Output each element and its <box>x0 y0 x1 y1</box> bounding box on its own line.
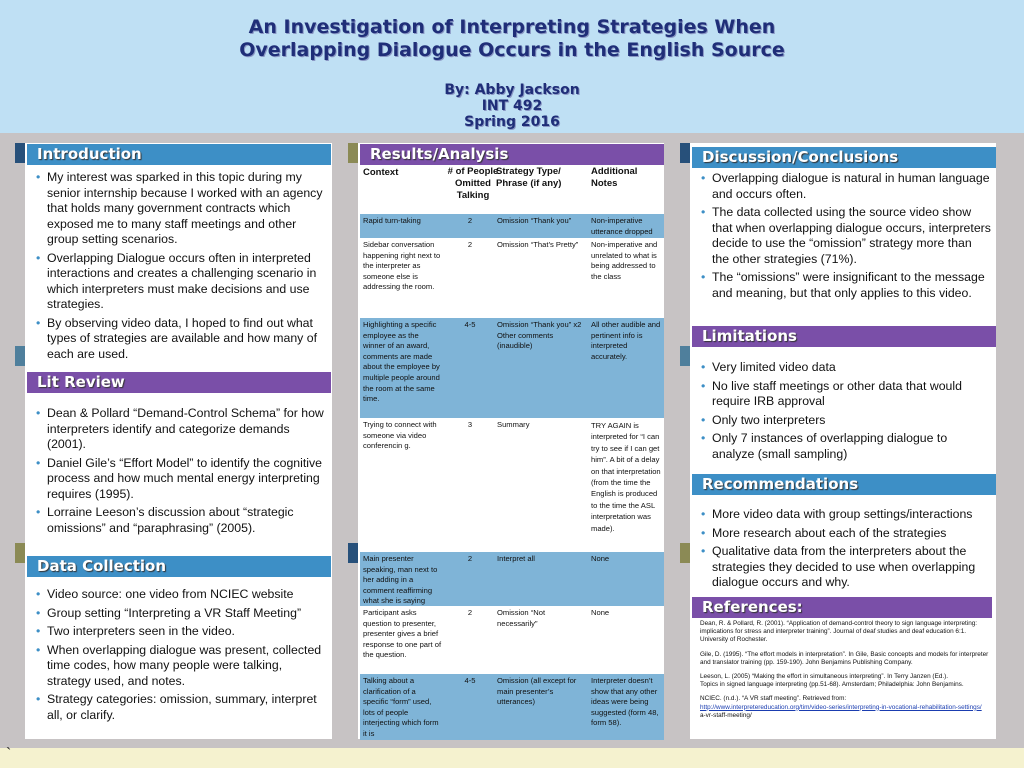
lit-review-header: Lit Review <box>27 372 331 393</box>
list-item: • Overlapping dialogue is natural in human language and occurs often. <box>700 171 992 202</box>
course-code: INT 492 <box>481 98 543 114</box>
decor-square <box>15 346 25 366</box>
table-row: Main presenter speaking, man next to her adding in a comment reaffirming what she is saying 2 Interpret all None <box>360 552 664 606</box>
table-row: Participant asks question to presenter, presenter gives a brief response to one part of the question. 2 Omission “Not necessarily” None <box>360 606 664 674</box>
list-item: • My interest was sparked in this topic during my senior internship because I worked with an agency that holds many government contracts which exposed me to many staff meetings and other group setting scenarios. <box>35 170 325 248</box>
decor-square <box>348 543 358 563</box>
decor-square <box>680 543 690 563</box>
list-item: • Dean & Pollard “Demand-Control Schema” for how interpreters identify and categorize demands (2001). <box>35 406 327 453</box>
table-row: Highlighting a specific employee as the winner of an award, comments are made about the employee by multiple people around the room at the same time. 4-5 Omission “Thank you” x2 Other comments (inaudible) All other audible and pertinent info is interpreted accurately. <box>360 318 664 418</box>
col-header-context: Context <box>363 167 399 178</box>
reference-dean: Dean, R. & Pollard, R. (2001). “Application of demand-control theory to sign language interpreting: implications for stress and interpreter training”. Journal of deaf studies and deaf education 6:1. University of Rochester. <box>700 620 978 644</box>
list-item: • Daniel Gile’s “Effort Model” to identify the cognitive process and how much mental energy interpreting requires (1995). <box>35 456 327 503</box>
references-header: References: <box>692 597 992 618</box>
decor-square <box>15 143 25 163</box>
list-item: • The data collected using the source video show that when overlapping dialogue occurs, interpreters decide to use the “omission” strategy more than the other strategies (71%). <box>700 205 992 267</box>
list-item: • Only 7 instances of overlapping dialogue to analyze (small sampling) <box>700 431 992 462</box>
references-list <box>700 620 992 726</box>
list-item: • Very limited video data <box>700 360 992 376</box>
list-item: • Group setting “Interpreting a VR Staff Meeting” <box>35 606 327 622</box>
list-item: • Video source: one video from NCIEC website <box>35 587 327 603</box>
discussion-header: Discussion/Conclusions <box>692 147 996 168</box>
author-name: By: Abby Jackson <box>444 82 580 98</box>
poster-header <box>0 0 1024 133</box>
list-item: • Only two interpreters <box>700 413 992 429</box>
limitations-header: Limitations <box>692 326 996 347</box>
decor-square <box>680 143 690 163</box>
discussion-list <box>700 171 992 304</box>
table-row: Trying to connect with someone via video conferencin g. 3 Summary TRY AGAIN is interpreted for “I can try to see if I can get him”. A bit of a delay on that interpretation (from the time the English is produced to the time the ASL interpretation was made). <box>360 418 664 552</box>
recommendations-list <box>700 507 992 594</box>
results-header: Results/Analysis <box>360 144 664 165</box>
lit-review-list <box>35 406 327 539</box>
author-block <box>0 82 1024 130</box>
footer-bar <box>0 748 1024 768</box>
introduction-list <box>35 170 325 365</box>
list-item: • Qualitative data from the interpreters about the strategies they decided to use when overlapping dialogue occurs and why. <box>700 544 992 591</box>
decor-square <box>348 143 358 163</box>
reference-leeson: Leeson, L. (2005) “Making the effort in simultaneous interpreting”. In Terry Janzen (Ed.). Topics in signed language interpreting (pp.51-68). Amsterdam; Philadelphia: John Benjamins. <box>700 673 964 689</box>
introduction-header: Introduction <box>27 144 331 165</box>
data-collection-header: Data Collection <box>27 556 331 577</box>
list-item: • By observing video data, I hoped to find out what types of strategies are available and how many of each are used. <box>35 316 325 363</box>
poster-title: An Investigation of Interpreting Strategies When Overlapping Dialogue Occurs in the English Source <box>239 16 785 61</box>
term: Spring 2016 <box>464 114 560 130</box>
decor-square <box>680 346 690 366</box>
reference-nciec: NCIEC. (n.d.). “A VR staff meeting”. Retrieved from: http://www.interpretereducation.org/tim/video-series/interpreting-in-vocational-rehabilitation-settings/ a-vr-staff-meeting/ <box>700 695 982 719</box>
table-row: Talking about a clarification of a specific “form” used, lots of people interjecting which form it is 4-5 Omission (all except for main presenter’s utterances) Interpreter doesn’t show that any other ideas were being suggested (form 48, form 58). <box>360 674 664 740</box>
list-item: • The “omissions” were insignificant to the message and meaning, but that only applies to this video. <box>700 270 992 301</box>
recommendations-header: Recommendations <box>692 474 996 495</box>
col-header-strategy: Strategy Type/ Phrase (if any) <box>496 166 562 189</box>
col-header-people: # of People Omitted Talking <box>447 166 499 201</box>
table-row: Rapid turn-taking 2 Omission “Thank you” Non-imperative utterance dropped <box>360 214 664 238</box>
reference-gile: Gile, D. (1995). “The effort models in interpretation”. In Gile, Basic concepts and models for interpreter and translator training (pp. 159-190). John Benjamins Publishing Company. <box>700 650 989 666</box>
list-item: • More research about each of the strategies <box>700 526 992 542</box>
list-item: • Lorraine Leeson’s discussion about “strategic omissions” and “paraphrasing” (2005). <box>35 505 327 536</box>
footer-mark: ` <box>6 746 12 763</box>
list-item: • When overlapping dialogue was present, collected time codes, how many people were talking, strategy used, and notes. <box>35 643 327 690</box>
list-item: • More video data with group settings/interactions <box>700 507 992 523</box>
data-collection-list <box>35 587 327 726</box>
decor-square <box>15 543 25 563</box>
table-row: Sidebar conversation happening right next to the interpreter as someone else is addressing the room. 2 Omission “That’s Pretty” Non-imperative and unrelated to what is being addressed to the class <box>360 238 664 318</box>
list-item: • Two interpreters seen in the video. <box>35 624 327 640</box>
reference-link[interactable]: http://www.interpretereducation.org/tim/video-series/interpreting-in-vocational-rehabilitation-settings/ <box>700 703 982 711</box>
list-item: • Overlapping Dialogue occurs often in interpreted interactions and creates a challenging scenario in which interpreters must make decisions and use strategies. <box>35 251 325 313</box>
list-item: • No live staff meetings or other data that would require IRB approval <box>700 379 992 410</box>
col-header-notes: Additional Notes <box>591 166 638 189</box>
limitations-list <box>700 360 992 465</box>
list-item: • Strategy categories: omission, summary, interpret all, or clarify. <box>35 692 327 723</box>
